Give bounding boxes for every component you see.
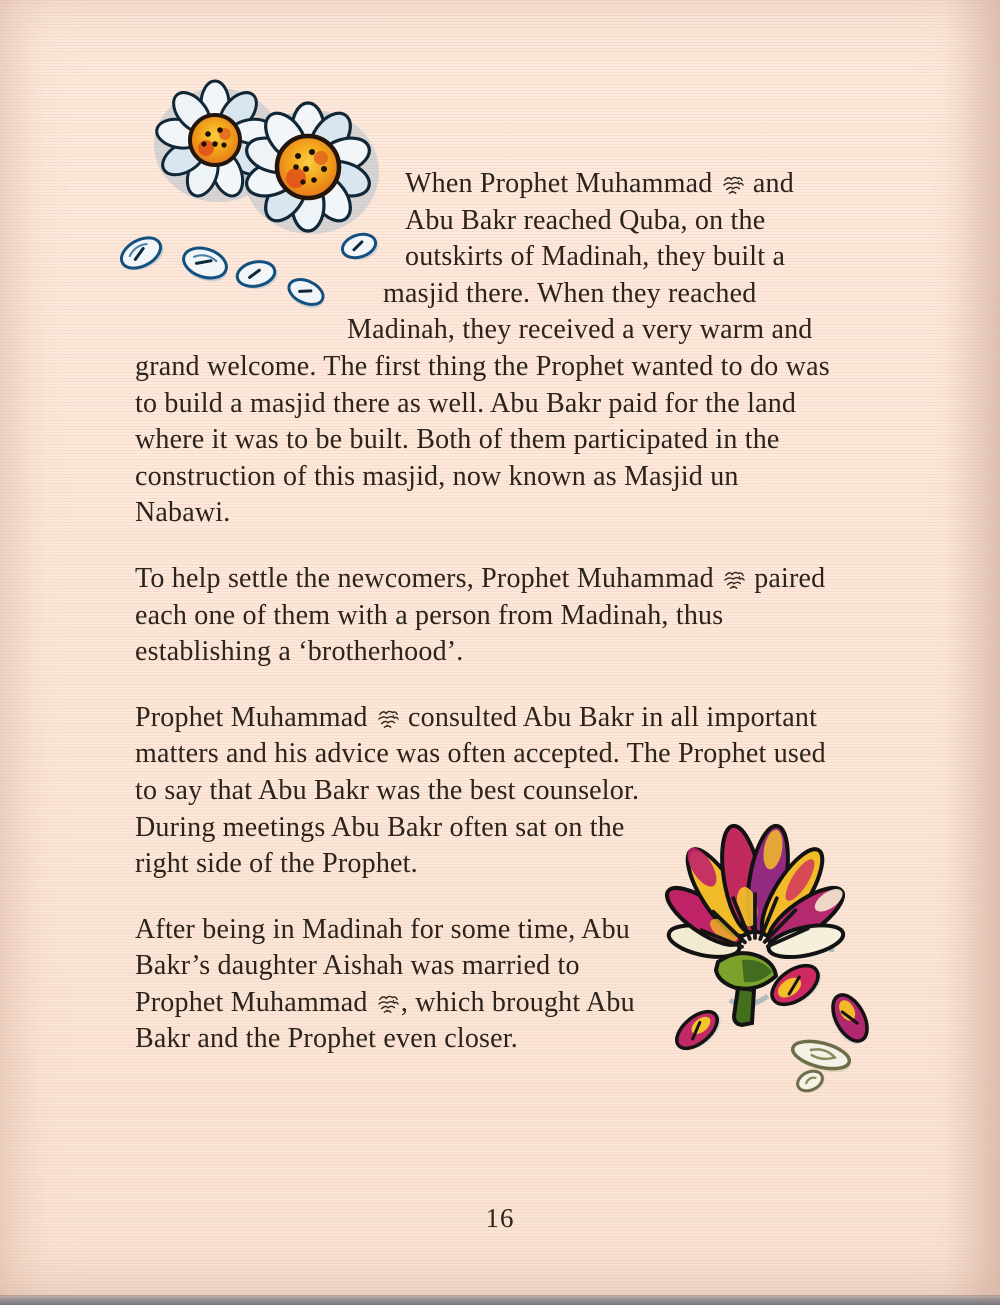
paragraph-2-text: To help settle the newcomers, Prophet Muhammad [135,562,714,594]
paragraph-1-text: When Prophet Muhammad [405,168,713,199]
pbuh-honorific-icon [721,174,745,196]
page-bottom-edge [0,1295,1000,1305]
paragraph-2 [135,561,835,671]
pbuh-honorific-icon [376,708,400,730]
paragraph-4-text: After being in Madinah for some time, Abu Bakr’s daughter Aishah was married to Prophet Muhammad [135,913,630,1018]
daisy-small-center [190,115,240,165]
paragraph-1 [135,166,835,532]
body-text [135,166,835,1100]
paragraph-3 [135,700,835,883]
paragraph-2-text: paired each one of them with a person from Madinah, thus establishing a ‘brotherhood’. [135,562,826,668]
pbuh-honorific-icon [376,993,400,1015]
paragraph-1-text: and Abu Bakr reached Quba, on the outskirts of Madinah, they built a masjid there. When they reached Madinah, they received a very warm and grand welcome. The first thing the Prophet wanted to do was to build a masjid there as well. Abu Bakr paid for the land where it was to be built. Both of them participated in the construction of this masjid, now known as Masjid un Nabawi. [135,168,830,529]
paragraph-4-text: , which brought Abu Bakr and the Prophet even closer. [135,986,635,1055]
pbuh-honorific-icon [722,569,746,591]
page-number: 16 [485,1203,515,1233]
center-patch [314,151,328,165]
paragraph-3-text: Prophet Muhammad [135,701,368,733]
paragraph-3-text: consulted Abu Bakr in all important matters and his advice was often accepted. The Prophet used to say that Abu Bakr was the best counselor. During meetings Abu Bakr often sat on the right side of the Prophet. [135,701,826,880]
